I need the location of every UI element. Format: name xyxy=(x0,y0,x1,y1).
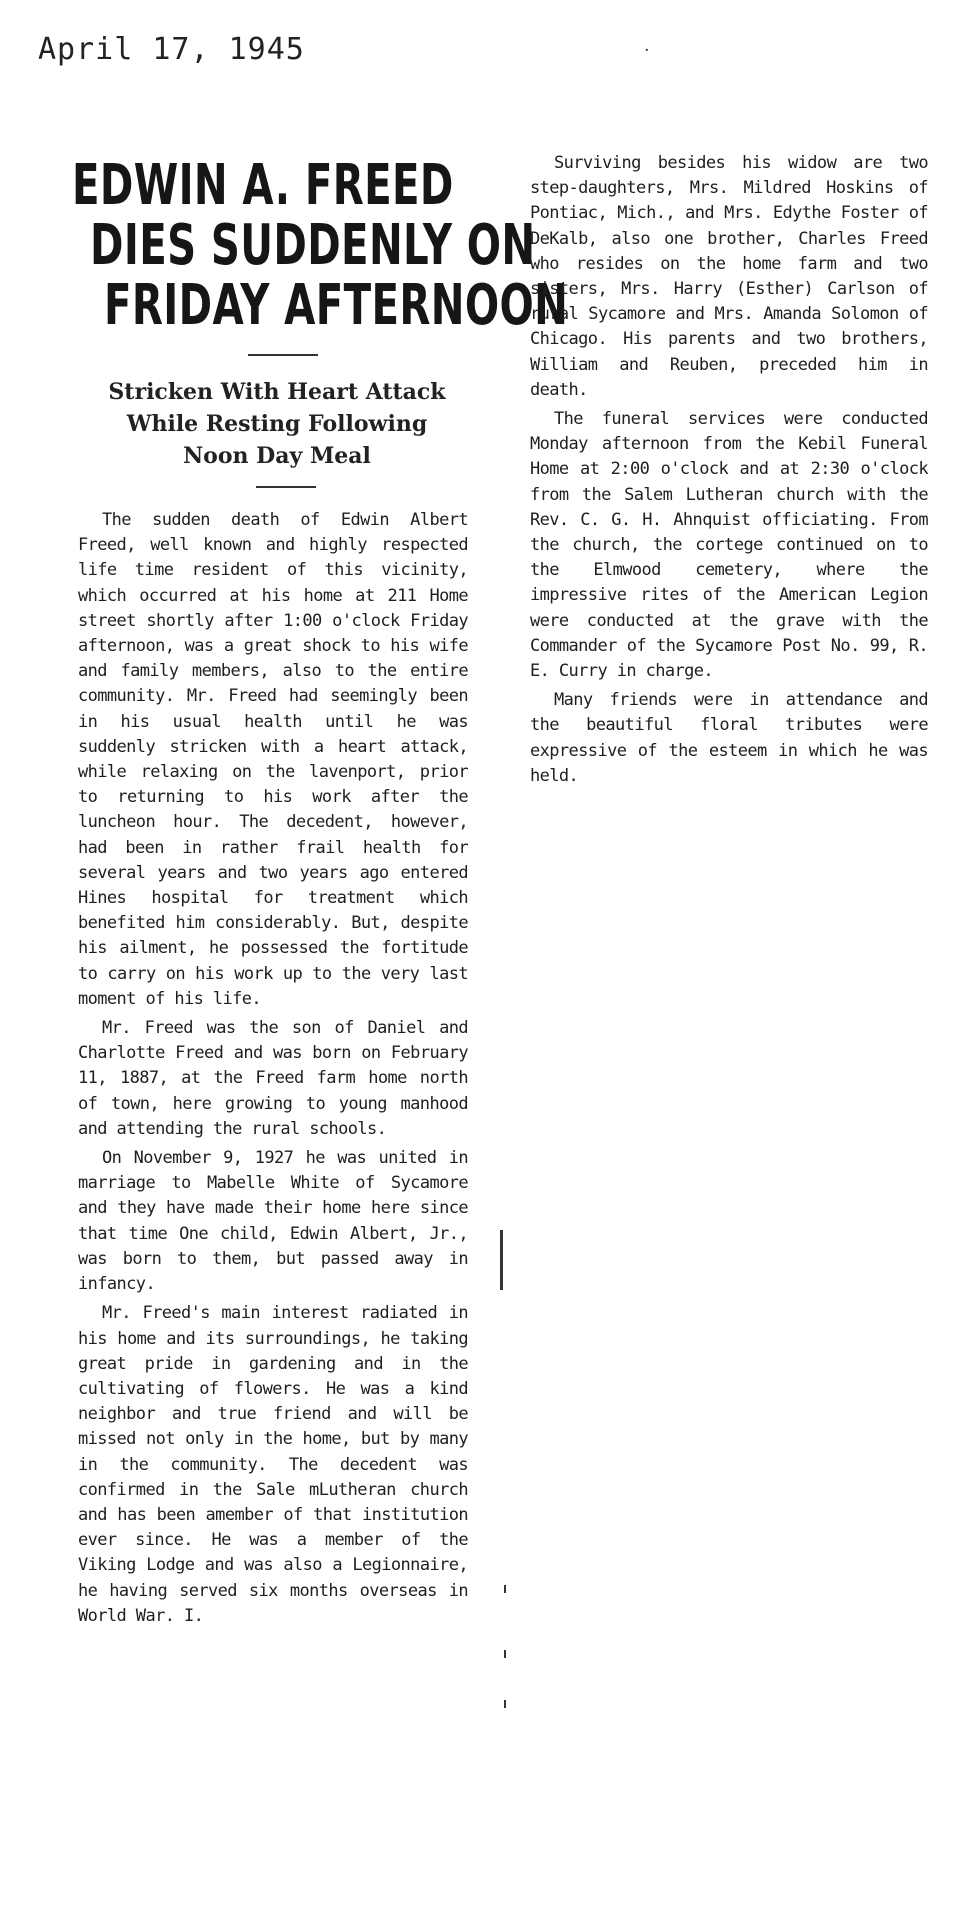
article-paragraph: The sudden death of Edwin Albert Freed, well known and highly respected life time resident of this vicinity, which occurred at his home at 211 Home street shortly after 1:00 o'clock Friday afternoon, was a great shock to his wife and family members, also to the entire community. Mr. Freed had seemingly been in his usual health until he was suddenly stricken with a heart attack, while relaxing on the lavenport, prior to returning to his work after the luncheon hour. The decedent, however, had been in rather frail health for several years and two years ago entered Hines hospital for treatment which benefited him considerably. But, despite his ailment, he possessed the fortitude to carry on his work up to the very last moment of his life. xyxy=(78,510,468,1009)
scan-mark xyxy=(504,1585,506,1593)
subheadline-line: While Resting Following xyxy=(126,411,428,437)
divider xyxy=(248,354,318,356)
headline xyxy=(72,153,569,338)
column-right xyxy=(530,151,928,789)
headline-line: EDWIN A. FREED xyxy=(72,153,454,218)
article-paragraph: Mr. Freed's main interest radiated in his home and its surroundings, he taking great pride in gardening and in the cultivating of flowers. He was a kind neighbor and true friend and will be missed not only in the home, but by many in the community. The decedent was confirmed in the Sale mLutheran church and has been amember of that institution ever since. He was a member of the Viking Lodge and was also a Legionnaire, he having served six months overseas in World War. I. xyxy=(78,1303,468,1626)
headline-line: FRIDAY AFTERNOON xyxy=(104,273,569,338)
date-stamp: April 17, 1945 xyxy=(38,32,305,67)
scan-mark xyxy=(504,1700,506,1708)
headline-line: DIES SUDDENLY ON xyxy=(90,213,536,278)
scan-mark xyxy=(500,1230,503,1290)
article-paragraph: Many friends were in attendance and the beautiful floral tributes were expressive of the esteem in which he was held. xyxy=(530,690,928,786)
page-marker: · xyxy=(644,40,650,61)
article-paragraph: The funeral services were conducted Monday afternoon from the Kebil Funeral Home at 2:00 o'clock and at 2:30 o'clock from the Salem Lutheran church with the Rev. C. G. H. Ahnquist officiating. From the church, the cortege continued on to the Elmwood cemetery, where the impressive rites of the American Legion were conducted at the grave with the Commander of the Sycamore Post No. 99, R. E. Curry in charge. xyxy=(530,409,928,682)
divider xyxy=(256,486,316,488)
subheadline xyxy=(78,376,468,472)
subheadline-line: Noon Day Meal xyxy=(183,443,371,469)
article-paragraph: On November 9, 1927 he was united in marriage to Mabelle White of Sycamore and they have made their home here since that time One child, Edwin Albert, Jr., was born to them, but passed away in infancy. xyxy=(78,1148,468,1295)
newspaper-clipping xyxy=(70,153,940,1886)
scan-mark xyxy=(504,1650,506,1658)
subheadline-line: Stricken With Heart Attack xyxy=(108,379,446,405)
article-body-left xyxy=(78,508,468,1629)
article-paragraph: Mr. Freed was the son of Daniel and Charlotte Freed and was born on February 11, 1887, at the Freed farm home north of town, here growing to young manhood and attending the rural schools. xyxy=(78,1018,468,1139)
article-paragraph: Surviving besides his widow are two step-daughters, Mrs. Mildred Hoskins of Pontiac, Mich., and Mrs. Edythe Foster of DeKalb, also one brother, Charles Freed who resides on the home farm and two sisters, Mrs. Harry (Esther) Carlson of rural Sycamore and Mrs. Amanda Solomon of Chicago. His parents and two brothers, William and Reuben, preceded him in death. xyxy=(530,153,928,400)
column-left xyxy=(72,153,569,1629)
